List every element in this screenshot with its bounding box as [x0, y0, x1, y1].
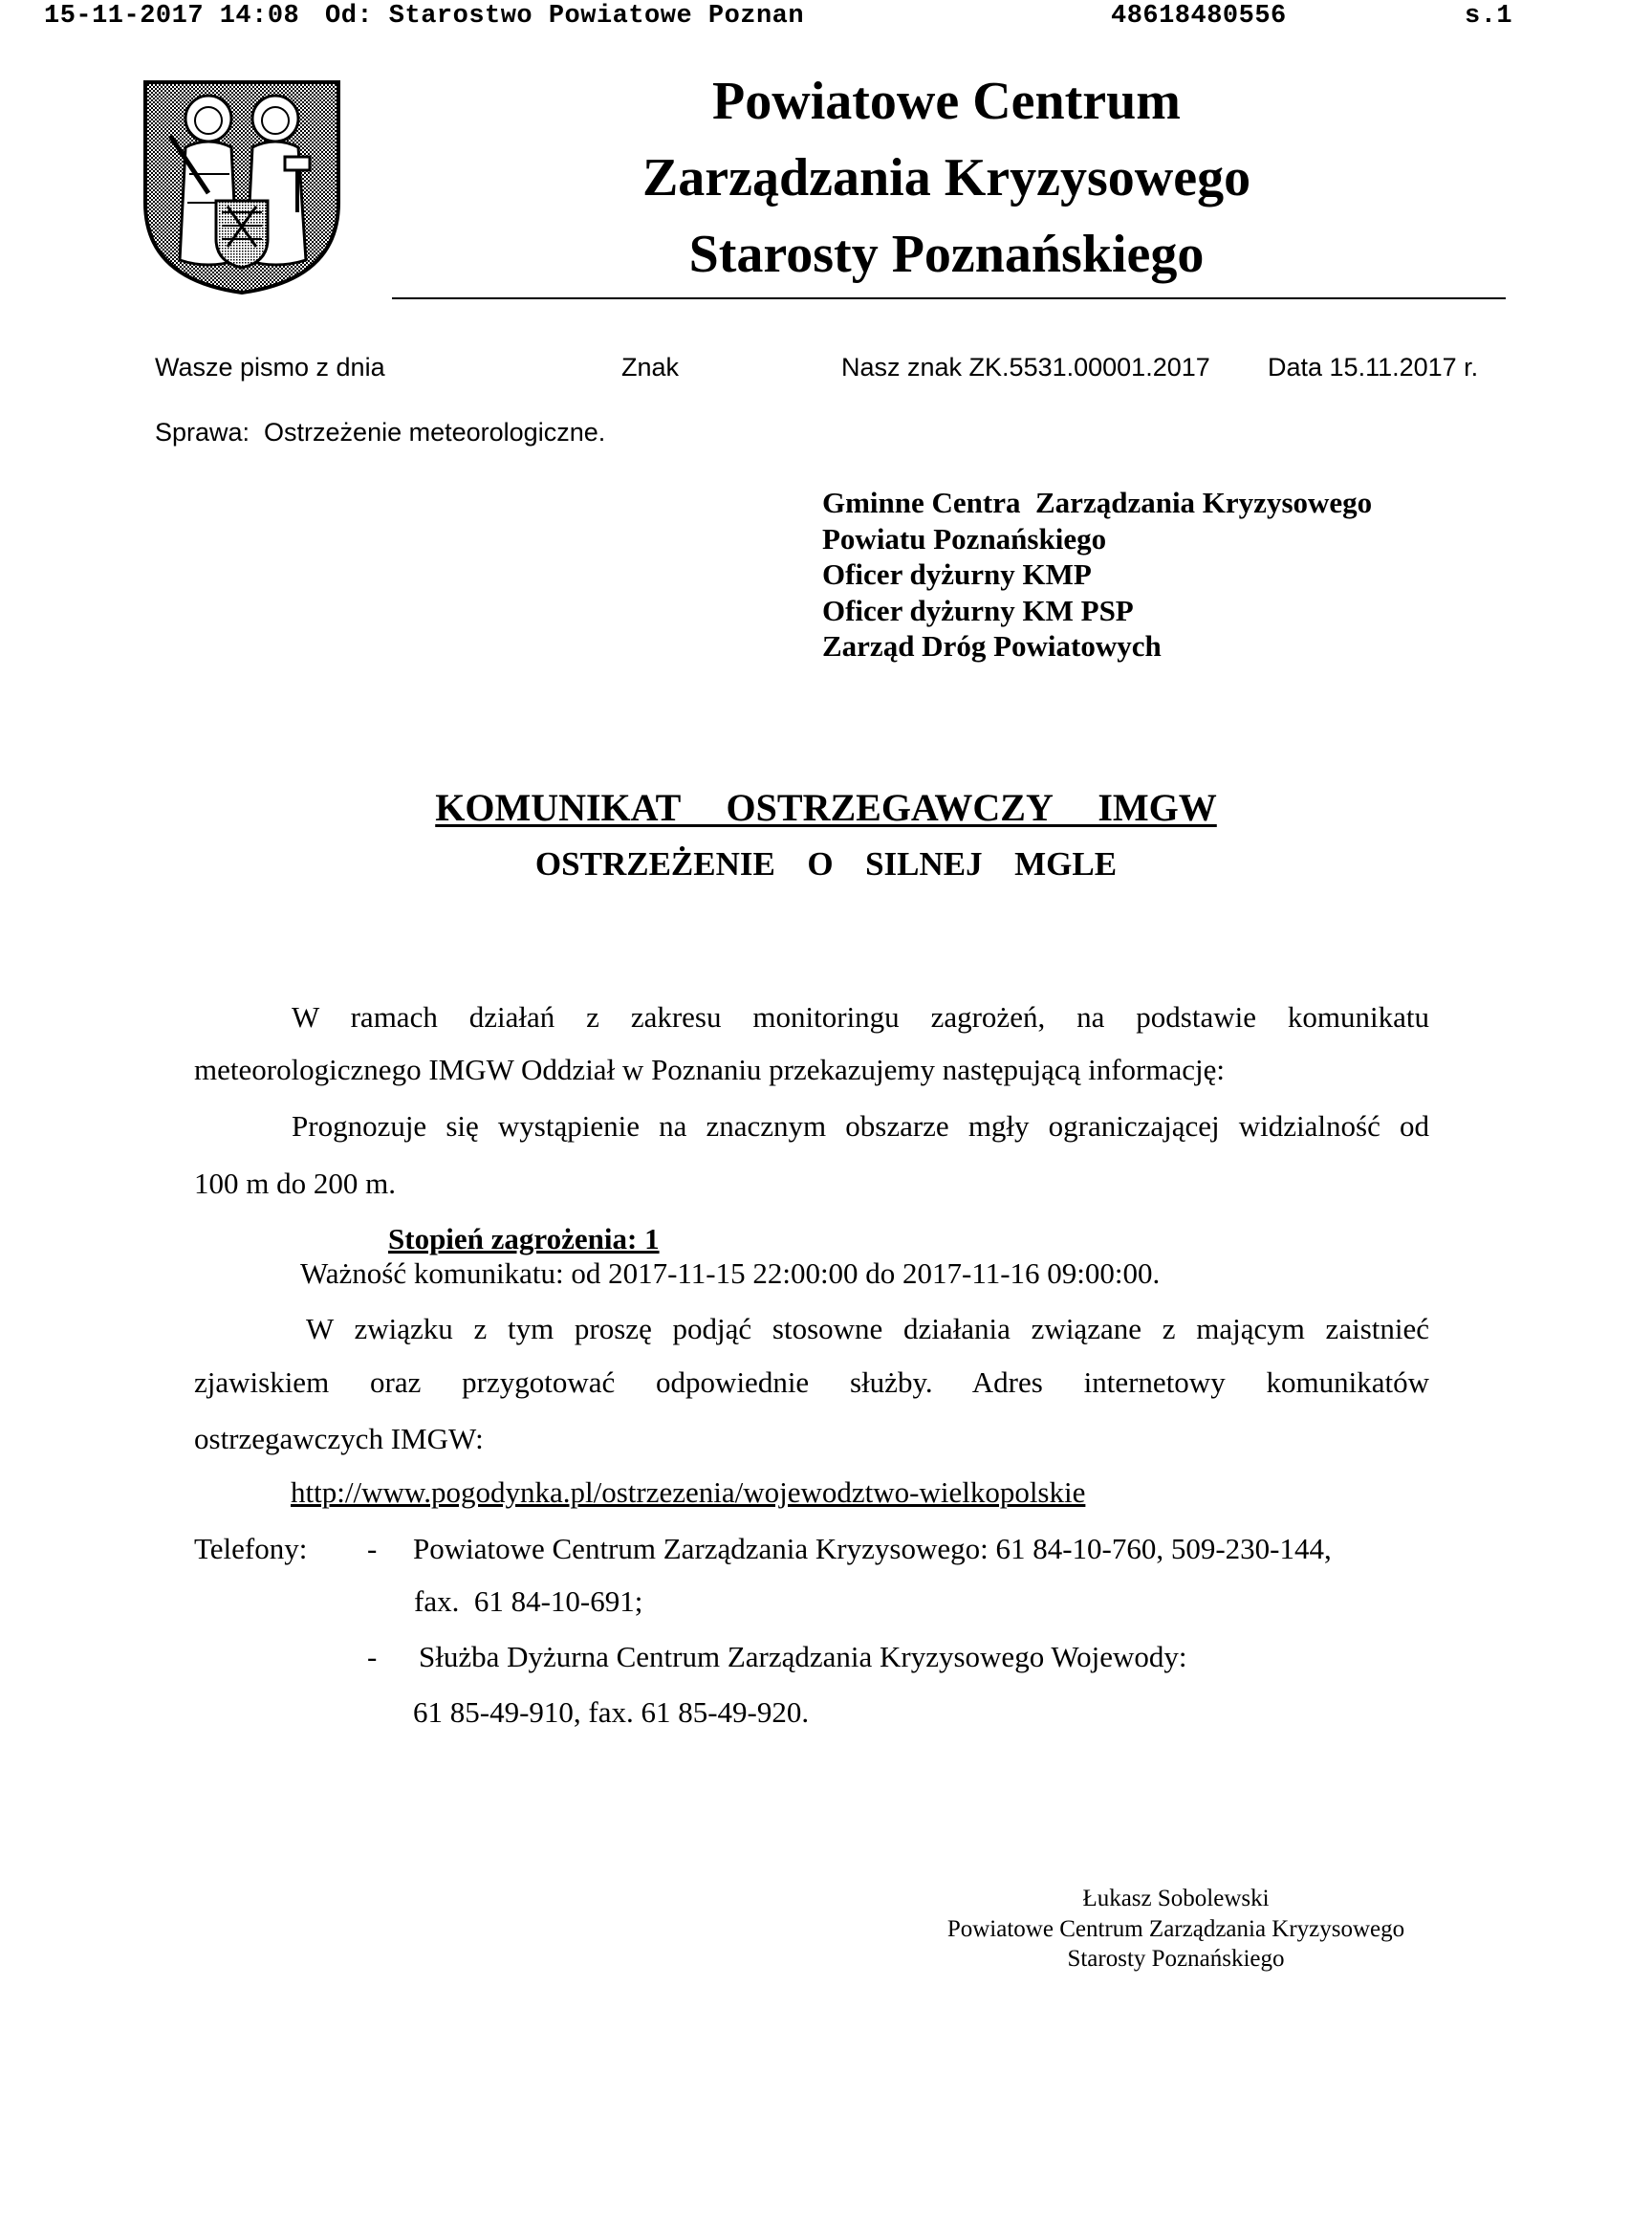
phone-item-1-line-1: Powiatowe Centrum Zarządzania Kryzysowego: 61 84-10-760, 509-230-144,	[413, 1532, 1332, 1565]
signatory-line-2: Powiatowe Centrum Zarządzania Kryzysowego	[946, 1916, 1405, 1942]
phone-item-2-line-1: Służba Dyżurna Centrum Zarządzania Kryzysowego Wojewody:	[419, 1640, 1187, 1673]
signatory-name: Łukasz Sobolewski	[1082, 1886, 1270, 1911]
addressee-item: Zarząd Dróg Powiatowych	[822, 629, 1162, 663]
coat-of-arms-icon	[141, 78, 342, 296]
document-date: Data 15.11.2017 r.	[1268, 353, 1479, 382]
addressee-item: Powiatu Poznańskiego	[822, 521, 1107, 556]
notice-title	[0, 784, 1652, 832]
fax-number: 48618480556	[1111, 2, 1287, 31]
phone-item-1-line-2: fax. 61 84-10-691;	[414, 1584, 643, 1618]
imgw-warnings-link[interactable]: http://www.pogodynka.pl/ostrzezenia/wojewodztwo-wielkopolskie	[291, 1475, 1086, 1509]
validity-period: Ważność komunikatu: od 2017-11-15 22:00:00 do 2017-11-16 09:00:00.	[300, 1256, 1161, 1290]
threat-level: Stopień zagrożenia: 1	[388, 1222, 660, 1255]
letterhead-divider	[392, 297, 1506, 299]
subject-line: Sprawa: Ostrzeżenie meteorologiczne.	[155, 418, 606, 447]
addressee-item: Gminne Centra Zarządzania Kryzysowego	[822, 486, 1373, 519]
fax-timestamp: 15-11-2017 14:08	[44, 2, 300, 31]
list-dash: -	[367, 1640, 378, 1673]
signatory-line-3: Starosty Poznańskiego	[1067, 1946, 1285, 1972]
fax-page-number: s.1	[1465, 2, 1513, 31]
notice-title-text: KOMUNIKAT OSTRZEGAWCZY IMGW	[435, 786, 1217, 829]
notice-subtitle: OSTRZEŻENIE O SILNEJ MGLE	[534, 845, 1118, 883]
paragraph-3-line-1: W związku z tym proszę podjąć stosowne działania związane z mającym zaistnieć	[306, 1312, 1429, 1345]
paragraph-3-line-2: zjawiskiem oraz przygotować odpowiednie służby. Adres internetowy komunikatów	[194, 1365, 1429, 1399]
addressee-item: Oficer dyżurny KMP	[822, 557, 1092, 591]
fax-sender: Od: Starostwo Powiatowe Poznan	[325, 2, 805, 31]
addressee-item: Oficer dyżurny KM PSP	[822, 593, 1134, 627]
paragraph-2-line-2: 100 m do 200 m.	[194, 1167, 396, 1200]
sign-label: Znak	[621, 353, 680, 382]
paragraph-1-line-1: W ramach działań z zakresu monitoringu zagrożeń, na podstawie komunikatu	[292, 1000, 1429, 1034]
letterhead-line-2: Zarządzania Kryzysowego	[641, 148, 1251, 207]
our-sign: Nasz znak ZK.5531.00001.2017	[841, 353, 1210, 382]
your-letter-label: Wasze pismo z dnia	[155, 353, 385, 382]
paragraph-2-line-1: Prognozuje się wystąpienie na znacznym obszarze mgły ograniczającej widzialność od	[292, 1109, 1429, 1143]
list-dash: -	[367, 1532, 378, 1565]
phone-item-2-line-2: 61 85-49-910, fax. 61 85-49-920.	[413, 1695, 810, 1729]
letterhead-line-1: Powiatowe Centrum	[712, 72, 1181, 131]
letterhead-line-3: Starosty Poznańskiego	[688, 225, 1205, 284]
paragraph-3-line-3: ostrzegawczych IMGW:	[194, 1422, 484, 1455]
phones-label: Telefony:	[194, 1532, 308, 1565]
addressee-list	[822, 485, 1372, 665]
paragraph-1-line-2: meteorologicznego IMGW Oddział w Poznaniu przekazujemy następującą informację:	[194, 1053, 1225, 1086]
